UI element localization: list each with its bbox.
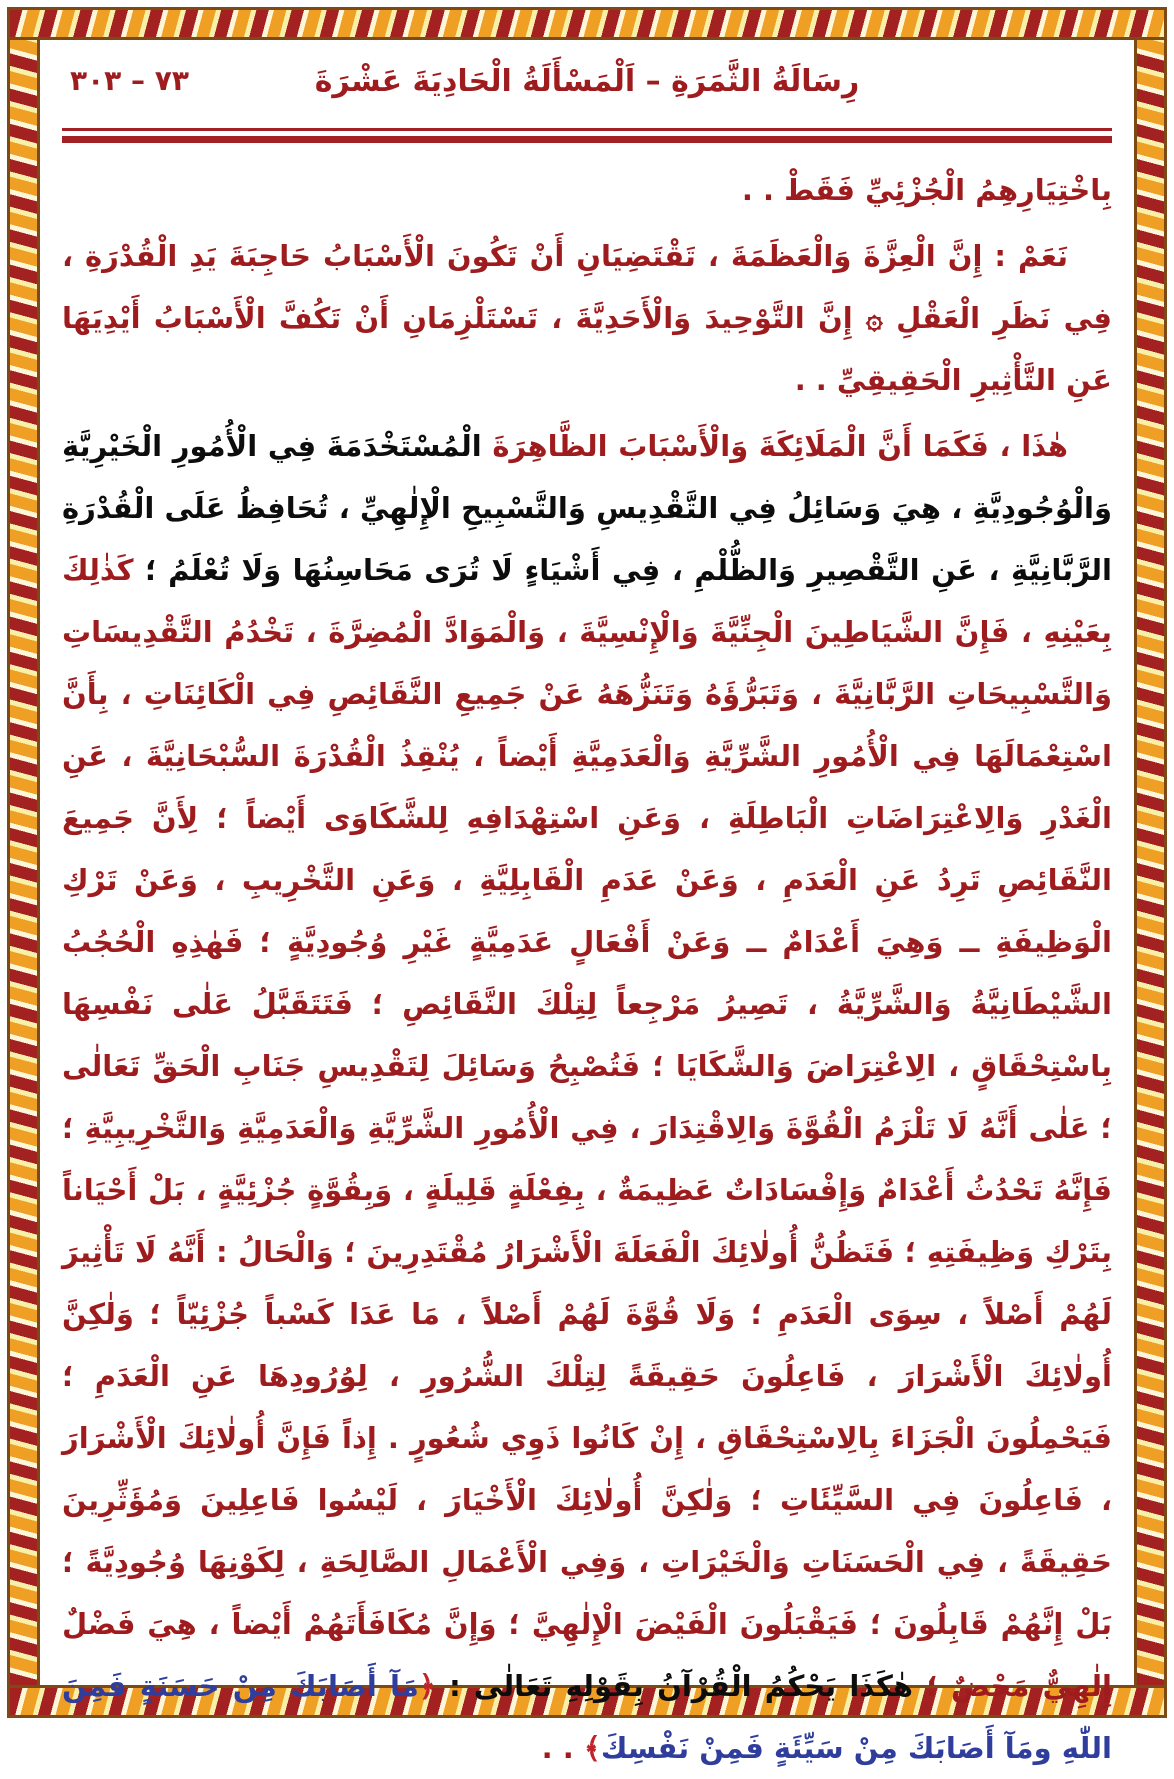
header-divider [62,128,1112,143]
divider-thick-line [62,136,1112,143]
text-segment: الْمُسْتَخْدَمَةَ فِي الْأُمُورِ الْخَيْرِيَّةِ وَالْوُجُودِيَّةِ ، هِيَ وَسَائِلُ فِي التَّقْدِيسِ وَالتَّسْبِيحِ الْإِلٰهِيِّ ، تُحَافِظُ عَلَى الْقُدْرَةِ الرَّبَّانِيَّةِ ، عَنِ التَّقْصِيرِ وَالظُّلْمِ ، فِي أَشْيَاءٍ لَا تُرَى مَحَاسِنُهَا وَلَا تُعْلَمُ ؛ [62,429,1112,587]
page-content [62,52,1112,1765]
divider-thin-line [62,128,1112,131]
paragraph [62,159,1112,221]
page-header [62,52,1112,114]
text-segment: هٰكَذَا يَحْكُمُ الْقُرْآنُ بِقَوْلِهِ تَعَالٰى : [435,1669,914,1703]
quran-verse: مَآ أَصَابَكَ مِنْ حَسَنَةٍ فَمِنَ اللّٰهِ ومَآ أَصَابَكَ مِنْ سَيِّئَةٍ فَمِنْ نَفْسِكَ [62,1669,1112,1765]
text-segment: كَذٰلِكَ بِعَيْنِهِ ، فَإِنَّ الشَّيَاطِينَ الْجِنِّيَّةَ وَالْإِنْسِيَّةَ ، وَالْمَوَادَّ الْمُضِرَّةَ ، تَخْدُمُ التَّقْدِيسَاتِ وَالتَّسْبِيحَاتِ الرَّبَّانِيَّةَ ، وَتَبَرُّؤَهُ وَتَنَزُّهَهُ عَنْ جَمِيعِ النَّقَائِصِ فِي الْكَائِنَاتِ ، بِأَنَّ اسْتِعْمَالَهَا فِي الْأُمُورِ الشَّرِّيَّةِ وَالْعَدَمِيَّةِ أَيْضاً ، يُنْقِذُ الْقُدْرَةَ السُّبْحَانِيَّةَ ، عَنِ الْغَدْرِ وَالِاعْتِرَاضَاتِ الْبَاطِلَةِ ، وَعَنِ اسْتِهْدَافِهِ لِلشَّكَاوَى أَيْضاً ؛ لِأَنَّ جَمِيعَ النَّقَائِصِ تَرِدُ عَنِ الْعَدَمِ ، وَعَنْ عَدَمِ الْقَابِلِيَّةِ ، وَعَنِ التَّخْرِيبِ ، وَعَنْ تَرْكِ الْوَظِيفَةِ ــ وَهِيَ أَعْدَامٌ ــ وَعَنْ أَفْعَالٍ عَدَمِيَّةٍ غَيْرِ وُجُودِيَّةٍ ؛ فَهٰذِهِ الْحُجُبُ الشَّيْطَانِيَّةُ وَالشَّرِّيَّةُ ، تَصِيرُ مَرْجِعاً لِتِلْكَ النَّقَائِصِ ؛ فَتَتَقَبَّلُ عَلٰى نَفْسِهَا بِاسْتِحْقَاقٍ ، الِاعْتِرَاضَ وَالشَّكَايَا ؛ فَتُصْبِحُ وَسَائِلَ لِتَقْدِيسِ جَنَابِ الْحَقِّ تَعَالٰى ؛ عَلٰى أَنَّهُ لَا تَلْزَمُ الْقُوَّةَ وَالِاقْتِدَارَ ، فِي الْأُمُورِ الشَّرِّيَّةِ وَالْعَدَمِيَّةِ وَالتَّخْرِيبِيَّةِ ؛ فَإِنَّهُ تَحْدُثُ أَعْدَامٌ وَإِفْسَادَاتٌ عَظِيمَةٌ ، بِفِعْلَةٍ قَلِيلَةٍ ، وَبِقُوَّةٍ جُزْئِيَّةٍ ، بَلْ أَحْيَاناً بِتَرْكِ وَظِيفَتِهِ ؛ فَتَظُنُّ أُولٰائِكَ الْفَعَلَةَ الْأَشْرَارُ مُقْتَدِرِينَ ؛ وَالْحَالُ : أَنَّهُ لَا تَأْثِيرَ لَهُمْ أَصْلاً ، سِوَى الْعَدَمِ ؛ وَلَا قُوَّةَ لَهُمْ أَصْلاً ، مَا عَدَا كَسْباً جُزْئِيّاً ؛ وَلٰكِنَّ أُولٰائِكَ الْأَشْرَارَ ، فَاعِلُونَ حَقِيقَةً لِتِلْكَ الشُّرُورِ ، لِوُرُودِهَا عَنِ الْعَدَمِ ؛ فَيَحْمِلُونَ الْجَزَاءَ بِالِاسْتِحْقَاقِ ، إِنْ كَانُوا ذَوِي شُعُورٍ . إِذاً فَإِنَّ أُولٰائِكَ الْأَشْرَارَ ، فَاعِلُونَ فِي السَّيِّئَاتِ ؛ وَلٰكِنَّ أُولٰائِكَ الْأَخْيَارَ ، لَيْسُوا فَاعِلِينَ وَمُؤَثِّرِينَ حَقِيقَةً ، فِي الْحَسَنَاتِ وَالْخَيْرَاتِ ، وَفِي الْأَعْمَالِ الصَّالِحَةِ ، لِكَوْنِهَا وُجُودِيَّةً ؛ بَلْ إِنَّهُمْ قَابِلُونَ ؛ فَيَقْبَلُونَ الْفَيْضَ الْإِلٰهِيَّ ؛ وَإِنَّ مُكَافَأَتَهُمْ أَيْضاً ، هِيَ فَضْلٌ إِلٰهِيٌّ مَحْضٌ ؛ [62,553,1112,1703]
text-segment: هٰذَا ، فَكَمَا أَنَّ الْمَلَائِكَةَ وَالْأَسْبَابَ الظَّاهِرَةَ [481,429,1068,463]
ornamental-border-left [10,40,40,1685]
verse-bracket-close: ﴾ [583,1731,601,1765]
verse-bracket-open: ﴿ [418,1669,436,1703]
paragraph [62,415,1112,1779]
body-text [62,159,1112,1779]
paragraph [62,225,1112,411]
ornamental-border-right [1134,40,1164,1685]
page-numbers: ٧٣ – ٣٠٣ [70,64,189,97]
page-title: رِسَالَةُ الثَّمَرَةِ – اَلْمَسْأَلَةُ الْحَادِيَةَ عَشْرَةَ [314,64,860,99]
text-segment: بِاخْتِيَارِهِمُ الْجُزْئِيِّ فَقَطْ . . [741,173,1112,207]
text-segment: نَعَمْ : إِنَّ الْعِزَّةَ وَالْعَظَمَةَ ، تَقْتَضِيَانِ أَنْ تَكُونَ الْأَسْبَابُ حَاجِبَةَ يَدِ الْقُدْرَةِ ، فِي نَظَرِ الْعَقْلِ ۞ إِنَّ التَّوْحِيدَ وَالْأَحَدِيَّةَ ، تَسْتَلْزِمَانِ أَنْ تَكُفَّ الْأَسْبَابُ أَيْدِيَهَا عَنِ التَّأْثِيرِ الْحَقِيقِيِّ . . [62,239,1112,397]
text-segment: . . [541,1731,584,1765]
ornamental-border-top [10,10,1164,40]
